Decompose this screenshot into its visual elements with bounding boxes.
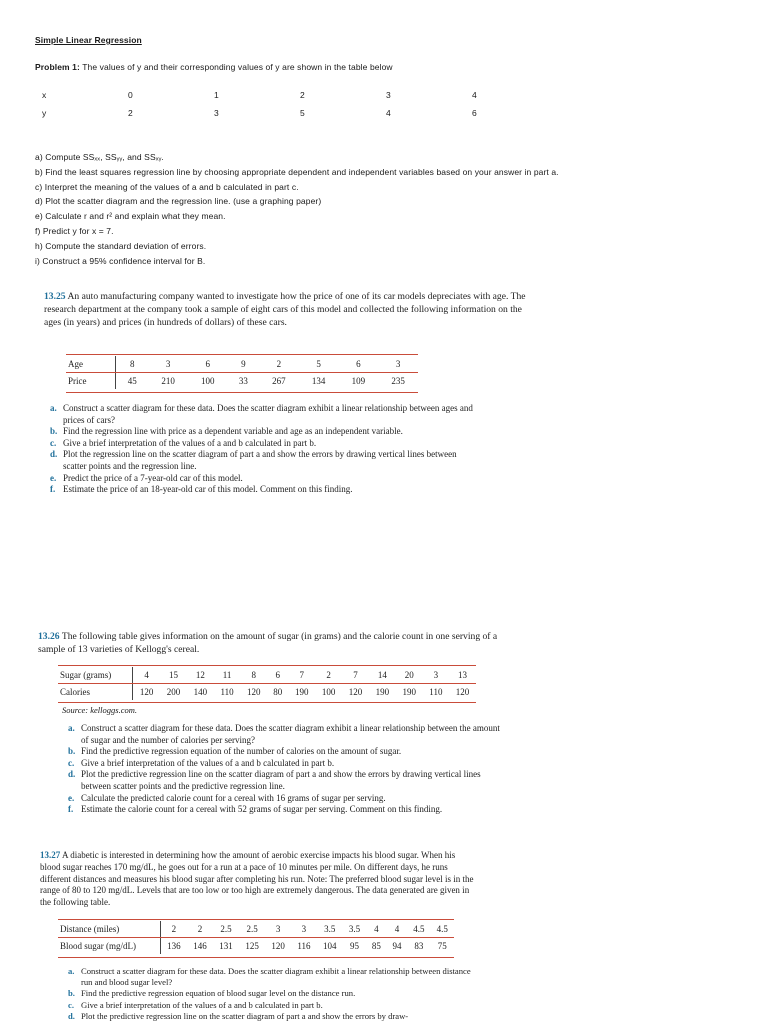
table-row — [66, 356, 418, 373]
table-cell: 3 — [148, 356, 188, 373]
problem-1-questions — [35, 150, 559, 268]
table-cell: 140 — [193, 687, 208, 697]
table-cell: 120 — [455, 687, 470, 697]
table-cell: 210 — [161, 376, 175, 386]
part-item: e. Calculate the predicted calorie count for a cereal with 16 grams of sugar per serving. — [68, 792, 386, 803]
row-header: Age — [66, 356, 116, 373]
part-item: b. Find the predictive regression equation of blood sugar level on the distance run. — [68, 988, 356, 999]
problem-text: The following table gives information on the amount of sugar (in grams) and the calorie count in one serving of a sample of 13 varieties of Kellogg's cereal. — [38, 631, 498, 656]
table-row — [58, 938, 454, 955]
y-value: 4 — [386, 108, 391, 118]
problem-1-intro — [35, 62, 393, 72]
problem-number: 13.25 — [44, 291, 66, 302]
part-item: d. Plot the predictive regression line on the scatter diagram of part a and show the errors by drawing vertical lines between scatter points and the predictive regression line. — [68, 769, 481, 791]
table-cell: 6 — [267, 667, 288, 684]
table-cell: 146 — [193, 941, 207, 951]
table-row — [58, 667, 476, 684]
table-cell: 33 — [238, 376, 248, 386]
question-item: c) Interpret the meaning of the values of a and b calculated in part c. — [35, 181, 299, 192]
sugar-calories-table — [58, 667, 476, 700]
table-cell: 2 — [187, 921, 213, 938]
problem-1-label: Problem 1: — [35, 62, 80, 72]
table-bottom-rule — [66, 392, 418, 393]
question-item: i) Construct a 95% confidence interval for B. — [35, 255, 206, 266]
table-cell: 13 — [449, 667, 476, 684]
question-item: b) Find the least squares regression line by choosing appropriate dependent and independent variables based on your answer in part a. — [35, 166, 559, 177]
table-cell: 12 — [187, 667, 214, 684]
part-item: b. Find the regression line with price as a dependent variable and age as an independent variable. — [50, 426, 403, 437]
problem-text: An auto manufacturing company wanted to investigate how the price of one of its car models depreciates with age. The research department at the company took a sample of eight cars of this model and collected the following information on the ages (in years) and prices (in hundreds of dollars) of these cars. — [44, 291, 526, 329]
table-cell: 15 — [160, 667, 187, 684]
question-item: a) Compute SSₓₓ, SSᵧᵧ, and SSₓᵧ. — [35, 152, 164, 162]
table-cell: 116 — [297, 941, 311, 951]
table-cell: 190 — [375, 687, 390, 697]
table-cell: 110 — [220, 687, 234, 697]
x-value: 3 — [386, 90, 391, 100]
table-cell: 75 — [437, 941, 447, 951]
part-item: c. Give a brief interpretation of the values of a and b calculated in part b. — [68, 999, 323, 1010]
table-cell: 6 — [188, 356, 228, 373]
question-item: h) Compute the standard deviation of errors. — [35, 240, 207, 251]
problem-number: 13.26 — [38, 631, 60, 642]
row-header: Sugar (grams) — [58, 667, 133, 684]
table-cell: 94 — [392, 941, 402, 951]
question-item: d) Plot the scatter diagram and the regression line. (use a graphing paper) — [35, 196, 322, 207]
x-value: 2 — [300, 90, 305, 100]
age-price-table — [66, 356, 418, 389]
part-item: d. Plot the regression line on the scatter diagram of part a and show the errors by drawing vertical lines between scatter points and the regression line. — [50, 449, 457, 471]
table-cell: 4 — [387, 921, 408, 938]
table-cell: 125 — [245, 941, 259, 951]
table-cell: 2.5 — [213, 921, 239, 938]
page-title: Simple Linear Regression — [35, 35, 142, 45]
x-row — [42, 90, 502, 102]
y-value: 3 — [214, 108, 219, 118]
table-cell: 100 — [201, 376, 215, 386]
y-label: y — [42, 108, 47, 118]
table-row — [58, 921, 454, 938]
table-cell: 100 — [321, 687, 336, 697]
part-item: d. Plot the predictive regression line on the scatter diagram of part a and show the errors by draw- — [68, 1010, 409, 1021]
table-cell: 235 — [391, 376, 405, 386]
table-cell: 20 — [396, 667, 423, 684]
table-cell: 120 — [271, 941, 285, 951]
table-cell: 104 — [323, 941, 337, 951]
row-header: Blood sugar (mg/dL) — [58, 938, 160, 955]
x-value: 0 — [128, 90, 133, 100]
table-cell: 134 — [311, 376, 326, 386]
table-cell: 3 — [423, 667, 449, 684]
table-cell: 80 — [273, 687, 283, 697]
table-cell: 11 — [214, 667, 240, 684]
table-top-rule — [66, 354, 418, 355]
table-cell: 120 — [139, 687, 154, 697]
table-cell: 2 — [315, 667, 342, 684]
table-top-rule — [58, 665, 476, 666]
x-value: 1 — [214, 90, 219, 100]
table-row — [58, 684, 476, 701]
table-cell: 110 — [429, 687, 443, 697]
part-item: f. Estimate the price of an 18-year-old car of this model. Comment on this finding. — [50, 484, 353, 495]
table-cell: 45 — [127, 376, 137, 386]
part-item: c. Give a brief interpretation of the values of a and b calculated in part b. — [68, 757, 335, 768]
table-cell: 4 — [133, 667, 160, 684]
problem-13-26 — [38, 630, 508, 656]
problem-13-27-parts — [68, 966, 480, 1022]
table-cell: 4 — [366, 921, 387, 938]
table-cell: 83 — [414, 941, 424, 951]
table-cell: 267 — [272, 376, 286, 386]
table-cell: 190 — [402, 687, 416, 697]
part-item: c. Give a brief interpretation of the values of a and b calculated in part b. — [50, 437, 317, 448]
problem-text: A diabetic is interested in determining how the amount of aerobic exercise impacts his blood sugar. When his blood sugar reaches 170 mg/dL, he goes out for a run at a pace of 10 minutes per mile. On different days, he runs different distances and measures his blood sugar after completing his run. Note: The preferred blood sugar level is in the range of 80 to 120 mg/dL. Levels that are too low or too high are extremely dangerous. The data generated are given in the following table. — [40, 850, 474, 908]
table-cell: 190 — [295, 687, 309, 697]
table-cell: 7 — [342, 667, 369, 684]
table-cell: 3 — [378, 356, 418, 373]
table-cell: 200 — [166, 687, 181, 697]
table-cell: 9 — [228, 356, 259, 373]
table-cell: 3 — [291, 921, 317, 938]
x-label: x — [42, 90, 47, 100]
problem-13-27 — [40, 850, 476, 909]
part-item: b. Find the predictive regression equation of the number of calories on the amount of sugar. — [68, 746, 402, 757]
table-bottom-rule — [58, 957, 454, 958]
table-cell: 3 — [265, 921, 291, 938]
table-cell: 14 — [369, 667, 396, 684]
y-value: 2 — [128, 108, 133, 118]
problem-13-25-parts — [50, 403, 480, 496]
table-cell: 2.5 — [239, 921, 265, 938]
table-row — [66, 373, 418, 390]
table-cell: 7 — [288, 667, 315, 684]
table-cell: 120 — [246, 687, 261, 697]
part-item: a. Construct a scatter diagram for these data. Does the scatter diagram exhibit a linear relationship between ages and prices of cars? — [50, 403, 473, 425]
x-value: 4 — [472, 90, 477, 100]
part-item: e. Predict the price of a 7-year-old car of this model. — [50, 472, 243, 483]
table-source: Source: kelloggs.com. — [62, 705, 137, 715]
table-cell: 85 — [371, 941, 381, 951]
table-cell: 136 — [167, 941, 181, 951]
part-item: a. Construct a scatter diagram for these data. Does the scatter diagram exhibit a linear relationship between distance run and blood sugar level? — [68, 966, 471, 988]
table-cell: 6 — [338, 356, 378, 373]
question-item: f) Predict y for x = 7. — [35, 225, 114, 236]
table-cell: 109 — [351, 376, 366, 386]
table-cell: 4.5 — [431, 921, 454, 938]
table-cell: 5 — [299, 356, 339, 373]
table-bottom-rule — [58, 702, 476, 703]
problem-number: 13.27 — [40, 850, 61, 860]
table-cell: 131 — [219, 941, 233, 951]
table-top-rule — [58, 919, 454, 920]
part-item: a. Construct a scatter diagram for these data. Does the scatter diagram exhibit a linear relationship between the amount of sugar and the number of calories per serving? — [68, 723, 500, 745]
problem-13-25 — [44, 290, 528, 330]
y-value: 5 — [300, 108, 305, 118]
table-cell: 2 — [259, 356, 299, 373]
problem-13-26-parts — [68, 723, 500, 816]
question-item: e) Calculate r and r² and explain what they mean. — [35, 211, 226, 222]
table-cell: 8 — [116, 356, 148, 373]
table-cell: 2 — [160, 921, 187, 938]
table-cell: 3.5 — [317, 921, 343, 938]
table-cell: 8 — [240, 667, 267, 684]
problem-1-text: The values of y and their corresponding values of y are shown in the table below — [79, 62, 393, 72]
distance-bloodsugar-table — [58, 921, 454, 954]
row-header: Calories — [58, 684, 133, 701]
y-value: 6 — [472, 108, 477, 118]
row-header: Distance (miles) — [58, 921, 160, 938]
table-cell: 120 — [348, 687, 363, 697]
part-item: f. Estimate the calorie count for a cereal with 52 grams of sugar per serving. Comment on this finding. — [68, 804, 443, 815]
row-header: Price — [66, 373, 116, 390]
table-cell: 3.5 — [343, 921, 366, 938]
table-cell: 4.5 — [407, 921, 430, 938]
y-row — [42, 108, 502, 120]
table-cell: 95 — [349, 941, 359, 951]
